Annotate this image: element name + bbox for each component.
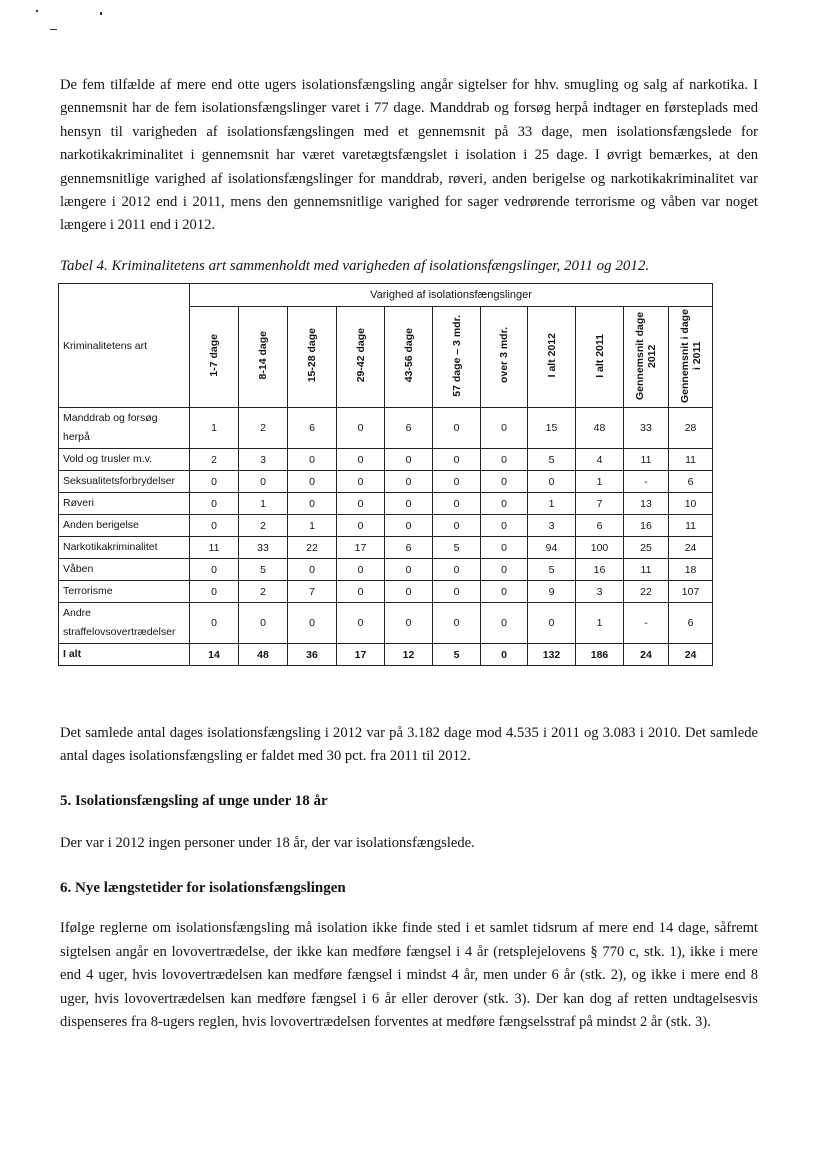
table-row [59, 515, 713, 537]
table-row [59, 449, 713, 471]
column-header [239, 307, 288, 408]
super-header: Varighed af isolationsfængslinger [190, 284, 713, 307]
table-cell: 25 [624, 537, 669, 559]
column-header [576, 307, 624, 408]
table-cell: - [624, 471, 669, 493]
section-6-text: Ifølge reglerne om isolationsfængsling må isolation ikke finde sted i et samlet tidsrum af mere end 14 dage, såfremt sigtelsen angår en lovovertrædelse, der ikke kan medføre fængsel i 4 år (retsplejelovens § 770 c, stk. 1), ikke i mere end 4 uger, hvis lovovertrædelsen kan medføre fængsel i mindst 4 år, men under 6 år (stk. 2), og ikke i mere end 8 uger, hvis lovovertrædelsen kan medføre fængsel i 6 år eller derover (stk. 3). Der kan dog af retten undtagelsesvis dispenseres fra 8-ugers reglen, hvis lovovertrædelsen forventes at medføre fængselsstraf på mindst 2 år (stk. 3). [60, 920, 758, 1031]
table-cell: 3 [528, 515, 576, 537]
table-cell: 0 [385, 515, 433, 537]
table-cell: 0 [190, 493, 239, 515]
table-cell: 6 [576, 515, 624, 537]
table-cell: 11 [190, 537, 239, 559]
table-cell: 0 [528, 603, 576, 644]
table-cell: 0 [337, 471, 385, 493]
column-header [528, 307, 576, 408]
column-header-label: Gennemsnit dage 2012 [634, 311, 658, 400]
table-cell: 24 [669, 644, 713, 666]
column-header-label: over 3 mdr. [498, 327, 510, 384]
table-cell: 14 [190, 644, 239, 666]
table-cell: 6 [385, 537, 433, 559]
table-cell: 0 [337, 581, 385, 603]
table-cell: 107 [669, 581, 713, 603]
table-cell: 1 [576, 603, 624, 644]
table-cell: 132 [528, 644, 576, 666]
table-cell: 22 [288, 537, 337, 559]
table-cell: 0 [337, 559, 385, 581]
table-cell: 0 [190, 471, 239, 493]
table-cell: 13 [624, 493, 669, 515]
table-cell: 0 [481, 581, 528, 603]
column-header [481, 307, 528, 408]
table-cell: 0 [288, 603, 337, 644]
row-label: Terrorisme [59, 581, 190, 603]
column-header-label: 15-28 dage [306, 328, 318, 383]
scan-speck [50, 29, 57, 30]
table-cell: 0 [481, 515, 528, 537]
table-cell: 5 [239, 559, 288, 581]
table-cell: 0 [481, 471, 528, 493]
scan-speck [100, 12, 102, 15]
table-cell: 0 [481, 493, 528, 515]
table-cell: 0 [190, 581, 239, 603]
column-header [385, 307, 433, 408]
table-cell: 0 [239, 471, 288, 493]
table-cell: 186 [576, 644, 624, 666]
table-cell: 5 [528, 449, 576, 471]
table-cell: 0 [433, 581, 481, 603]
table-cell: 11 [624, 449, 669, 471]
table-cell: 0 [433, 493, 481, 515]
table-cell: 17 [337, 644, 385, 666]
table-cell: 0 [433, 449, 481, 471]
table-cell: 24 [624, 644, 669, 666]
table-cell: 0 [433, 471, 481, 493]
table-cell: 11 [669, 515, 713, 537]
table-cell: 33 [624, 408, 669, 449]
column-header-label: 1-7 dage [208, 334, 220, 377]
table-row [59, 644, 713, 666]
table-cell: - [624, 603, 669, 644]
table-cell: 1 [576, 471, 624, 493]
table-cell: 0 [385, 559, 433, 581]
table-cell: 48 [576, 408, 624, 449]
table-cell: 33 [239, 537, 288, 559]
column-header-label: I alt 2011 [593, 333, 606, 378]
column-header-label: 29-42 dage [354, 328, 367, 383]
table-cell: 0 [288, 449, 337, 471]
table-cell: 9 [528, 581, 576, 603]
table-row [59, 603, 713, 644]
table-row [59, 559, 713, 581]
table-cell: 0 [337, 493, 385, 515]
table-row [59, 408, 713, 449]
totals-paragraph: Det samlede antal dages isolationsfængsling i 2012 var på 3.182 dage mod 4.535 i 2011 og 3.083 i 2010. Det samlede antal dages isolationsfængsling er faldet med 30 pct. fra 2011 til 2012. [60, 725, 758, 764]
row-label: Narkotikakriminalitet [59, 537, 190, 559]
table-cell: 6 [385, 408, 433, 449]
table-cell: 3 [239, 449, 288, 471]
table-cell: 0 [337, 408, 385, 449]
table-cell: 0 [433, 603, 481, 644]
table-cell: 0 [481, 603, 528, 644]
table-cell: 6 [288, 408, 337, 449]
table-cell: 7 [576, 493, 624, 515]
table-cell: 0 [337, 515, 385, 537]
row-label: Manddrab og forsøg herpå [59, 408, 190, 449]
table-cell: 0 [433, 515, 481, 537]
table-cell: 2 [190, 449, 239, 471]
table-cell: 2 [239, 581, 288, 603]
table-cell: 2 [239, 515, 288, 537]
row-label: Seksualitetsforbrydelser [59, 471, 190, 493]
column-header [669, 307, 713, 408]
crime-duration-table [58, 283, 713, 666]
section-5-heading: 5. Isolationsfængsling af unge under 18 år [60, 793, 328, 809]
table-cell: 7 [288, 581, 337, 603]
section-6-heading: 6. Nye længstetider for isolationsfængslingen [60, 880, 346, 896]
column-header-label: 8-14 dage [257, 331, 269, 380]
column-header [433, 307, 481, 408]
table-cell: 0 [239, 603, 288, 644]
table-row [59, 581, 713, 603]
column-header [337, 307, 385, 408]
table-cell: 0 [190, 559, 239, 581]
table-row [59, 537, 713, 559]
table-cell: 10 [669, 493, 713, 515]
table-cell: 16 [576, 559, 624, 581]
table-cell: 5 [433, 537, 481, 559]
table-cell: 6 [669, 471, 713, 493]
table-cell: 100 [576, 537, 624, 559]
table-cell: 2 [239, 408, 288, 449]
table-cell: 0 [433, 408, 481, 449]
table-cell: 0 [385, 493, 433, 515]
table-cell: 1 [190, 408, 239, 449]
table-cell: 5 [528, 559, 576, 581]
scan-speck [36, 10, 38, 12]
table-cell: 36 [288, 644, 337, 666]
table-cell: 94 [528, 537, 576, 559]
row-label: Vold og trusler m.v. [59, 449, 190, 471]
table-cell: 0 [481, 537, 528, 559]
row-label: Andre straffelovsovertrædelser [59, 603, 190, 644]
table-cell: 0 [288, 493, 337, 515]
table-cell: 1 [288, 515, 337, 537]
table-cell: 0 [481, 449, 528, 471]
table-cell: 12 [385, 644, 433, 666]
table-cell: 4 [576, 449, 624, 471]
table-cell: 0 [337, 603, 385, 644]
row-header-title: Kriminalitetens art [59, 284, 190, 408]
table-row [59, 493, 713, 515]
table-cell: 15 [528, 408, 576, 449]
table-cell: 0 [288, 471, 337, 493]
table-cell: 1 [239, 493, 288, 515]
table-cell: 0 [288, 559, 337, 581]
intro-paragraph: De fem tilfælde af mere end otte ugers isolationsfængsling angår sigtelser for hhv. smugling og salg af narkotika. I gennemsnit har de fem isolationsfængslinger varet i 77 dage. Manddrab og forsøg herpå indtager en førsteplads med hensyn til varigheden af isolationsfængslingen med et gennemsnit på 33 dage, men isolationsfængslede for narkotikakriminalitet i gennemsnit har været varetægtsfængslet i isolation i 25 dage. I øvrigt bemærkes, at den gennemsnitlige varighed af isolationsfængslinger for manddrab, røveri, anden berigelse og narkotikakriminalitet var længere i 2012 end i 2011, mens den gennemsnitlige varighed for sager vedrørende terrorisme og våben var noget længere i 2011 end i 2012. [60, 77, 758, 234]
table-cell: 11 [624, 559, 669, 581]
table-cell: 11 [669, 449, 713, 471]
table-cell: 0 [481, 644, 528, 666]
column-header-label: I alt 2012 [545, 333, 558, 378]
section-5-text: Der var i 2012 ingen personer under 18 år, der var isolationsfængslede. [60, 835, 475, 851]
table-cell: 0 [385, 603, 433, 644]
table-cell: 5 [433, 644, 481, 666]
table-cell: 48 [239, 644, 288, 666]
table-cell: 3 [576, 581, 624, 603]
table-cell: 0 [190, 603, 239, 644]
table-cell: 22 [624, 581, 669, 603]
table-cell: 24 [669, 537, 713, 559]
table-cell: 0 [385, 471, 433, 493]
table-cell: 0 [433, 559, 481, 581]
table-cell: 17 [337, 537, 385, 559]
column-header-label: Gennemsnit i dage i 2011 [678, 308, 703, 403]
table-caption: Tabel 4. Kriminalitetens art sammenholdt med varigheden af isolationsfængslinger, 2011 og 2012. [60, 258, 650, 274]
column-header [288, 307, 337, 408]
table-cell: 0 [385, 449, 433, 471]
table-cell: 0 [481, 408, 528, 449]
column-header [624, 307, 669, 408]
table-cell: 1 [528, 493, 576, 515]
table-cell: 0 [337, 449, 385, 471]
column-header-label: 43-56 dage [402, 328, 415, 383]
row-label: Anden berigelse [59, 515, 190, 537]
row-label: I alt [59, 644, 190, 666]
table-cell: 0 [528, 471, 576, 493]
table-cell: 0 [385, 581, 433, 603]
column-header [190, 307, 239, 408]
table-cell: 16 [624, 515, 669, 537]
column-header-label: 57 dage – 3 mdr. [450, 314, 463, 397]
table-row [59, 471, 713, 493]
row-label: Røveri [59, 493, 190, 515]
row-label: Våben [59, 559, 190, 581]
table-cell: 18 [669, 559, 713, 581]
table-cell: 0 [481, 559, 528, 581]
table-cell: 28 [669, 408, 713, 449]
table-cell: 0 [190, 515, 239, 537]
table-cell: 6 [669, 603, 713, 644]
